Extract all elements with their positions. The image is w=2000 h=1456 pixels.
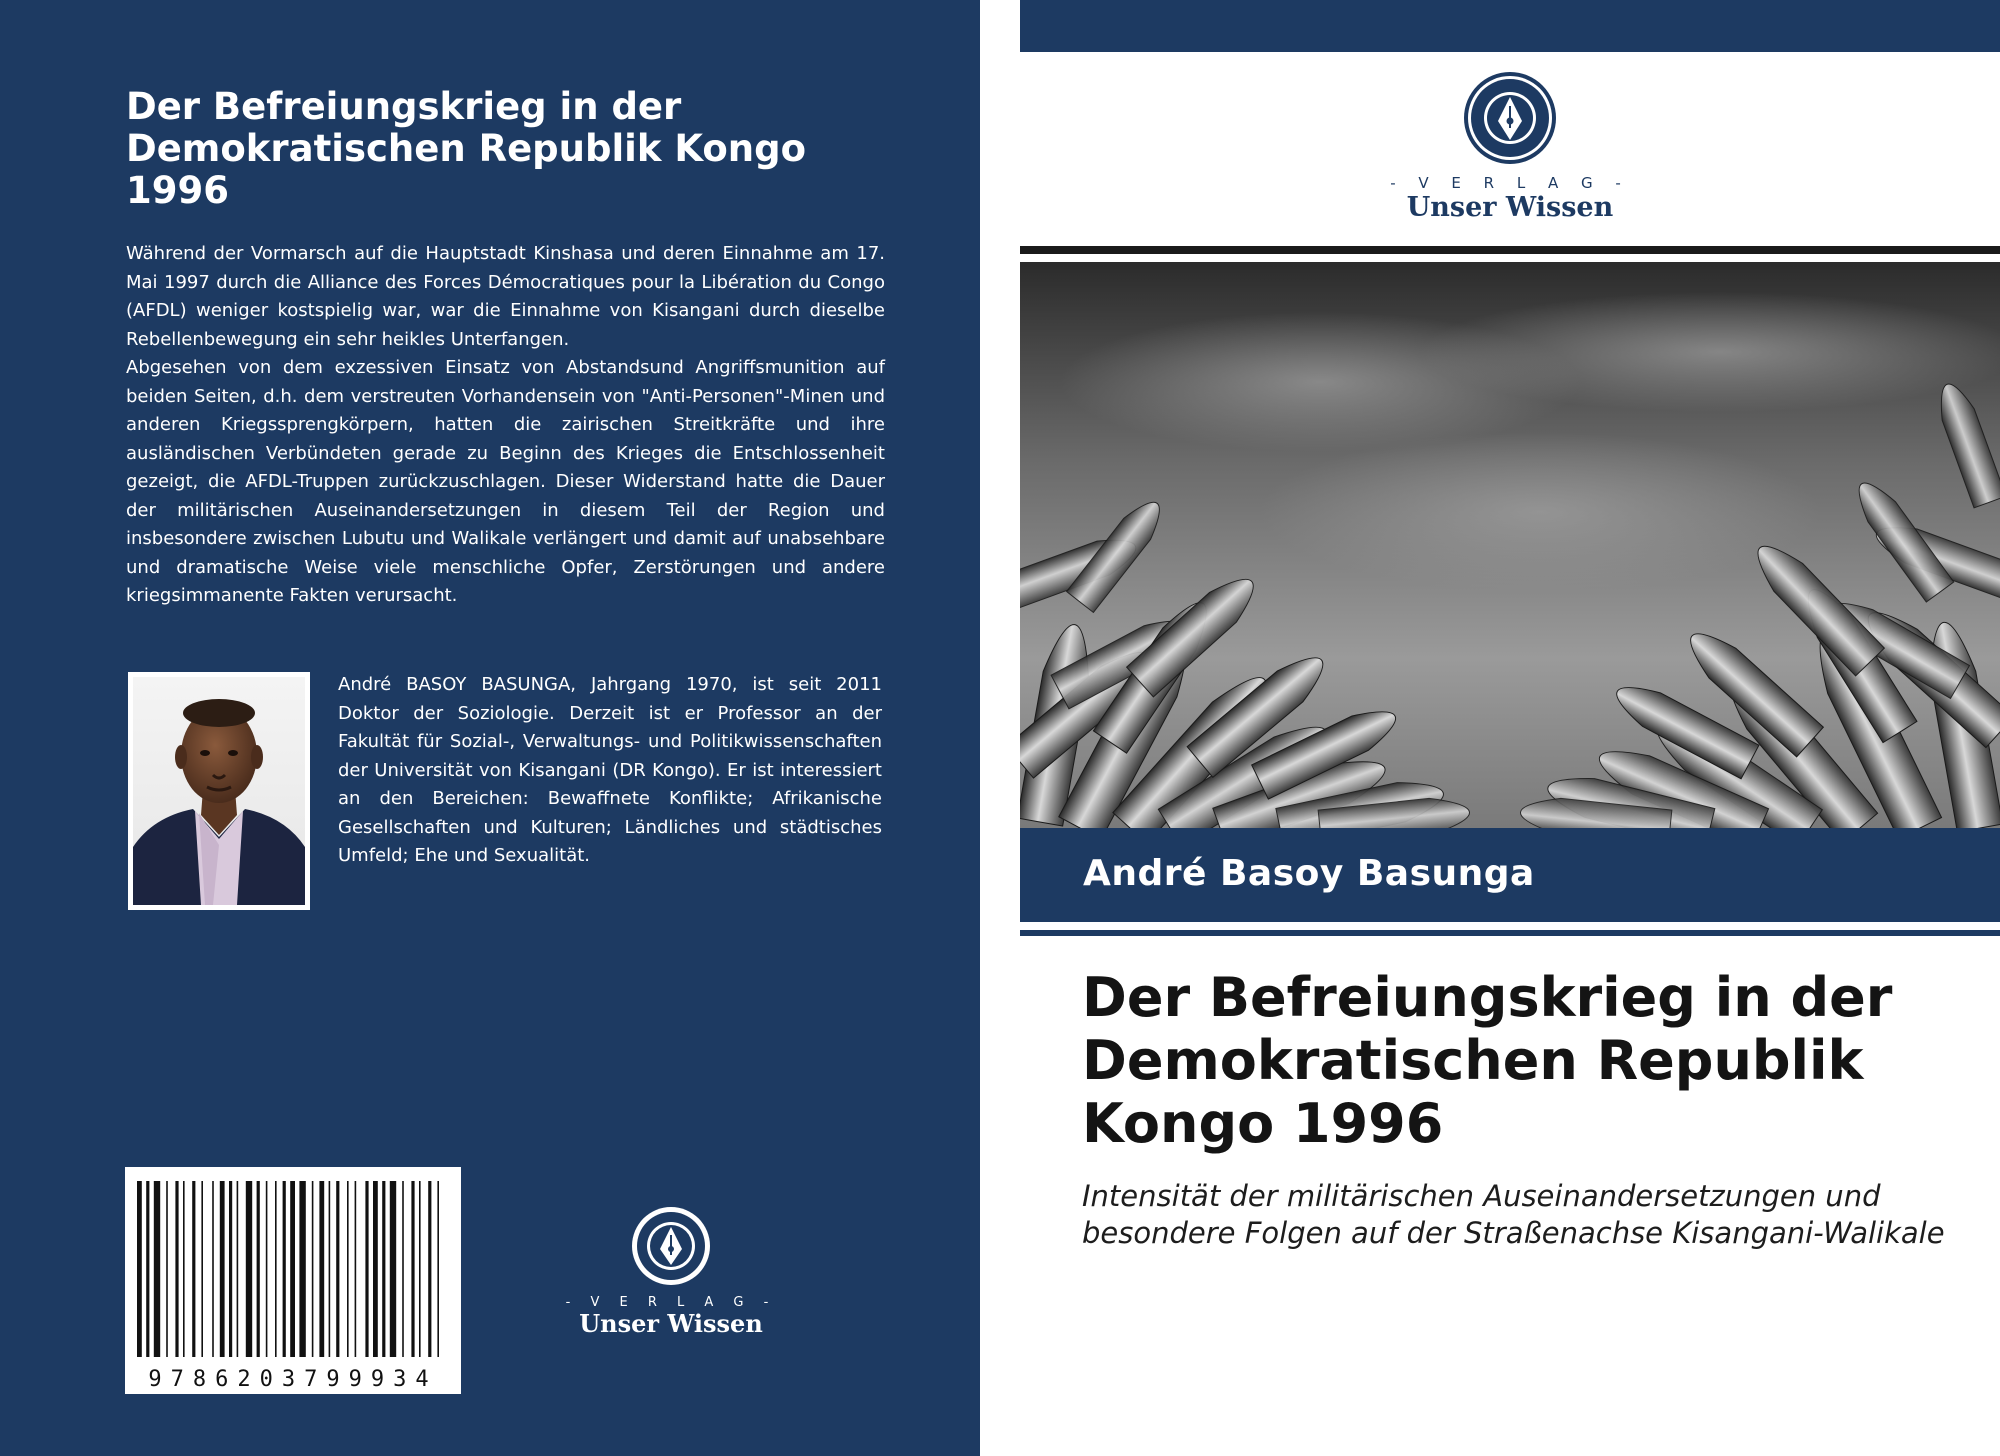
back-cover-blurb [126, 240, 885, 611]
author-photo [128, 672, 310, 910]
front-cover-title: Der Befreiungskrieg in der Demokratischen Republik Kongo 1996 [1082, 966, 1893, 1155]
isbn-number: 9786203799934 [148, 1367, 438, 1392]
isbn-barcode [125, 1167, 461, 1394]
back-publisher-logo [556, 1205, 786, 1338]
munitions-rockets-photo [1020, 262, 2000, 828]
blurb-paragraph-1: Während der Vormarsch auf die Hauptstadt Kinshasa und deren Einnahme am 17. Mai 1997 durch die Alliance des Forces Démocratiques pour la Libération du Congo (AFDL) weniger kostspielig war, war die Einnahme von Kisangani durch dieselbe Rebellenbewegung ein sehr heikles Unterfangen. [126, 243, 885, 350]
barcode-bars [125, 1167, 461, 1367]
author-portrait-icon [133, 677, 305, 905]
back-cover [0, 0, 980, 1456]
author-bio: André BASOY BASUNGA, Jahrgang 1970, ist seit 2011 Doktor der Soziologie. Derzeit ist er Professor an der Fakultät für Sozial-, Verwaltungs- und Politikwissenschaften der Universität von Kisangani (DR Kongo). Er ist interessiert an den Bereichen: Bewaffnete Konflikte; Afrikanische Gesellschaften und Kulturen; Ländliches und städtisches Umfeld; Ehe und Sexualität. [338, 674, 882, 866]
front-top-bar [1020, 0, 2000, 52]
front-publisher-logo [1390, 70, 1630, 230]
front-author-name: André Basoy Basunga [1083, 853, 1535, 894]
front-divider-top [1020, 246, 2000, 254]
front-cover [1020, 0, 2000, 1456]
back-cover-title: Der Befreiungskrieg in der Demokratischen Republik Kongo 1996 [126, 85, 807, 212]
front-divider-bottom [1020, 930, 2000, 936]
publisher-name: Unser Wissen [579, 1309, 763, 1338]
fountain-pen-nib-seal-icon [630, 1205, 712, 1287]
spine [980, 0, 1020, 1456]
fountain-pen-nib-seal-icon [1462, 70, 1558, 166]
author-band [1020, 828, 2000, 922]
blurb-paragraph-2: Abgesehen von dem exzessiven Einsatz von Abstandsund Angriffsmunition auf beiden Seiten, d.h. dem verstreuten Vorhandensein von "Anti-Personen"-Minen und anderen Kriegssprengkörpern, hatten die zairischen Streitkräfte und ihre ausländischen Verbündeten gerade zu Beginn des Krieges die Entschlossenheit gezeigt, die AFDL-Truppen zurückzuschlagen. Dieser Widerstand hatte die Dauer der militärischen Auseinandersetzungen in diesem Teil der Region und insbesondere zwischen Lubutu und Walikale verlängert und damit auf unabsehbare und dramatische Weise viele menschliche Opfer, Zerstörungen und andere kriegsimmanente Fakten verursacht. [126, 357, 885, 606]
front-cover-subtitle: Intensität der militärischen Auseinandersetzungen und besondere Folgen auf der Straßenachse Kisangani-Walikale [1082, 1179, 1945, 1250]
publisher-verlag-label: - V E R L A G - [1390, 174, 1630, 192]
publisher-verlag-label: - V E R L A G - [565, 1295, 777, 1310]
publisher-name: Unser Wissen [1406, 192, 1614, 223]
